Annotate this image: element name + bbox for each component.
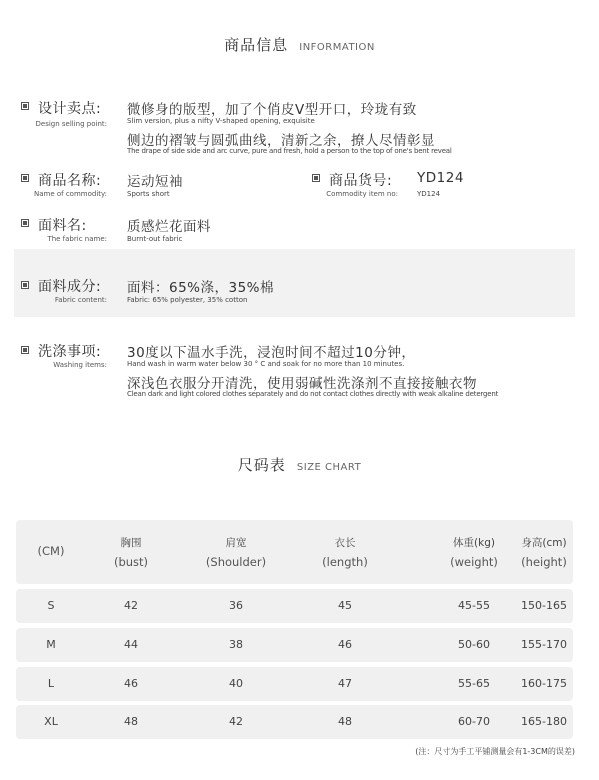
cell-weight: 50-60 [458, 638, 490, 651]
info-title-en: INFORMATION [299, 42, 375, 53]
design-bullet-icon [21, 102, 29, 110]
cell-weight: 45-55 [458, 599, 490, 612]
item-no-bullet-icon [312, 174, 320, 182]
cell-bust: 48 [124, 715, 138, 728]
cell-height: 150-165 [521, 599, 567, 612]
table-row [16, 628, 573, 662]
fabric-content-value-cn: 面料：65%涤，35%棉 [127, 280, 275, 296]
size-note: (注：尺寸为手工平铺测量会有1-3CM的误差) [415, 747, 575, 756]
fabric-content-value-en: Fabric: 65% polyester, 35% cotton [127, 296, 248, 304]
washing-line1-cn: 30度以下温水手洗，浸泡时间不超过10分钟， [127, 345, 416, 361]
item-no-label-cn: 商品货号: [329, 173, 393, 189]
cell-shoulder: 40 [229, 677, 243, 690]
design-label-cn: 设计卖点: [38, 101, 102, 117]
design-line1-cn: 微修身的版型，加了个俏皮V型开口，玲珑有致 [127, 102, 417, 118]
cell-size: XL [44, 715, 58, 728]
cell-length: 48 [338, 715, 352, 728]
washing-line2-cn: 深浅色衣服分开清洗，使用弱碱性洗涤剂不直接接触衣物 [127, 376, 477, 392]
cell-bust: 46 [124, 677, 138, 690]
header-weight: 体重(kg) (weight) [450, 537, 498, 569]
fabric-content-label-cn: 面料成分: [38, 279, 102, 295]
header-height: 身高(cm) (height) [521, 537, 567, 569]
name-label-cn: 商品名称: [38, 173, 102, 189]
item-no-value-cn: YD124 [417, 170, 464, 186]
size-table-header [16, 520, 573, 584]
fabric-name-value-en: Burnt-out fabric [127, 235, 183, 243]
cell-shoulder: 36 [229, 599, 243, 612]
header-bust: 胸围 (bust) [113, 537, 149, 569]
item-no-value-en: YD124 [417, 190, 441, 198]
design-line1-en: Slim version, plus a nifty V-shaped opening, exquisite [127, 117, 315, 125]
header-unit: (CM) [37, 544, 65, 558]
washing-label-cn: 洗涤事项: [38, 344, 102, 360]
washing-label-en: Washing items: [53, 361, 107, 369]
cell-height: 160-175 [521, 677, 567, 690]
table-row [16, 589, 573, 623]
name-label-en: Name of commodity: [33, 190, 107, 198]
fabric-name-value-cn: 质感烂花面料 [127, 219, 211, 235]
name-bullet-icon [21, 174, 29, 182]
cell-bust: 42 [124, 599, 138, 612]
cell-weight: 60-70 [458, 715, 490, 728]
cell-size: L [47, 677, 55, 690]
washing-line1-en: Hand wash in warm water below 30 ° C and soak for no more than 10 minutes. [127, 360, 405, 368]
header-length: 衣长 (length) [322, 537, 368, 569]
washing-line2-en: Clean dark and light colored clothes separately and do not contact clothes directly with weak alkaline detergent [127, 390, 499, 398]
name-value-cn: 运动短袖 [127, 174, 183, 190]
item-no-label-en: Commodity item no: [326, 190, 398, 198]
cell-height: 165-180 [521, 715, 567, 728]
size-chart-title [0, 454, 599, 475]
fabric-content-bullet-icon [21, 281, 29, 289]
fabric-name-bullet-icon [21, 219, 29, 227]
cell-height: 155-170 [521, 638, 567, 651]
table-row [16, 705, 573, 739]
cell-length: 47 [338, 677, 352, 690]
size-chart-title-en: SIZE CHART [296, 462, 362, 473]
fabric-name-label-en: The fabric name: [47, 235, 107, 243]
design-line2-cn: 侧边的褶皱与圆弧曲线，清新之余，撩人尽情彰显 [127, 133, 435, 149]
cell-size: S [47, 599, 55, 612]
design-line2-en: The drape of side side and arc curve, pure and fresh, hold a person to the top of one's bent reveal [127, 147, 452, 155]
name-value-en: Sports short [127, 190, 170, 198]
cell-size: M [46, 638, 56, 651]
table-row [16, 667, 573, 701]
design-label-en: Design selling point: [35, 120, 107, 128]
info-title-cn: 商品信息 [224, 36, 289, 54]
cell-length: 45 [338, 599, 352, 612]
size-chart-title-cn: 尺码表 [237, 456, 286, 474]
cell-length: 46 [338, 638, 352, 651]
info-section-title [0, 34, 599, 55]
fabric-content-label-en: Fabric content: [54, 296, 107, 304]
fabric-name-label-cn: 面料名: [38, 218, 87, 234]
washing-bullet-icon [21, 346, 29, 354]
cell-weight: 55-65 [458, 677, 490, 690]
header-shoulder: 肩宽 (Shoulder) [205, 537, 267, 569]
cell-shoulder: 38 [229, 638, 243, 651]
cell-shoulder: 42 [229, 715, 243, 728]
cell-bust: 44 [124, 638, 138, 651]
